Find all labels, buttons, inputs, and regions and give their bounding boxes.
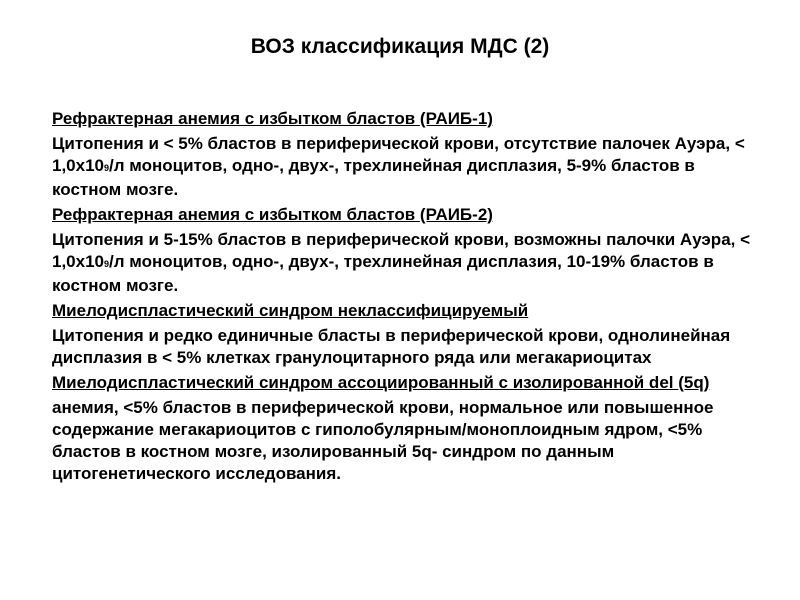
section-heading: Рефрактерная анемия с избытком бластов (РАИБ-1): [52, 109, 493, 128]
section-body-text: Цитопения и < 5% бластов в периферической крови, отсутствие палочек Ауэра, < 1,0х10: [52, 134, 745, 175]
slide-title: ВОЗ классификация МДС (2): [250, 35, 550, 58]
exponent-subscript: 9: [104, 163, 110, 173]
slide-content: [52, 108, 762, 488]
section-body-text: Цитопения и 5-15% бластов в периферической крови, возможны палочки Ауэра, < 1,0х10: [52, 230, 751, 271]
exponent-subscript: 9: [104, 259, 110, 269]
section-mds-del5q: [52, 372, 762, 485]
section-heading: Миелодиспластический синдром неклассифицируемый: [52, 301, 529, 320]
section-heading: Рефрактерная анемия с избытком бластов (РАИБ-2): [52, 205, 493, 224]
section-body-text-cont: /л моноцитов, одно-, двух-, трехлинейная дисплазия, 10-19% бластов в костном мозге.: [52, 252, 714, 295]
section-heading: Миелодиспластический синдром ассоциированный с изолированной del (5q): [52, 373, 710, 392]
section-body: [52, 133, 762, 201]
section-mds-unclassified: [52, 300, 762, 369]
section-raib-2: [52, 204, 762, 297]
section-body: Цитопения и редко единичные бласты в периферической крови, однолинейная дисплазия в < 5% клетках гранулоцитарного ряда или мегакариоцитах: [52, 326, 731, 367]
section-body: анемия, <5% бластов в периферической крови, нормальное или повышенное содержание мегакариоцитов с гиполобулярным/моноплоидным ядром, <5% бластов в костном мозге, изолированный 5q- синдром по данным цитогенетического исследования.: [52, 398, 714, 483]
section-body: [52, 229, 762, 297]
section-raib-1: [52, 108, 762, 201]
section-body-text-cont: /л моноцитов, одно-, двух-, трехлинейная дисплазия, 5-9% бластов в костном мозге.: [52, 156, 695, 199]
